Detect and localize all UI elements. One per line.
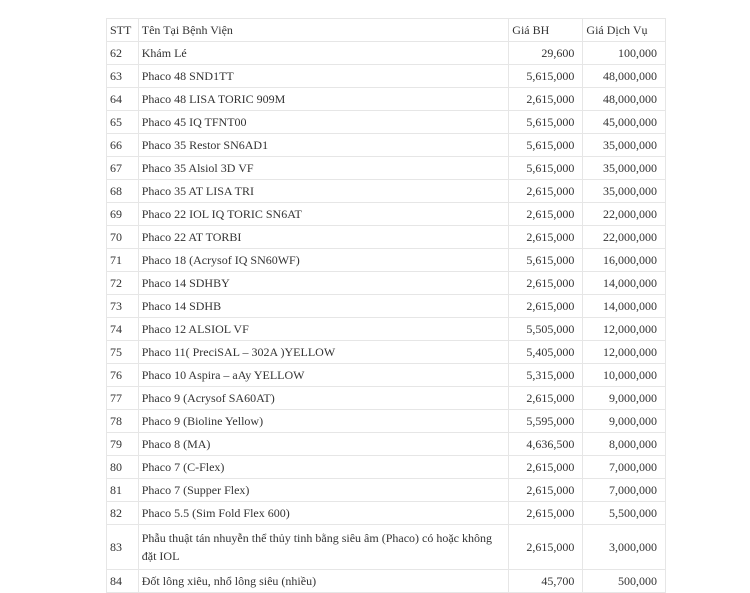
row-stt: 64 bbox=[107, 88, 139, 111]
row-hospital-name: Phaco 35 Restor SN6AD1 bbox=[138, 134, 509, 157]
row-stt: 65 bbox=[107, 111, 139, 134]
row-hospital-name: Phaco 9 (Bioline Yellow) bbox=[138, 410, 509, 433]
row-stt: 80 bbox=[107, 456, 139, 479]
row-stt: 63 bbox=[107, 65, 139, 88]
row-insurance-price: 5,315,000 bbox=[509, 364, 583, 387]
table-row bbox=[107, 249, 666, 272]
row-service-price: 48,000,000 bbox=[583, 65, 666, 88]
table-row bbox=[107, 364, 666, 387]
header-hospital-name: Tên Tại Bệnh Viện bbox=[138, 19, 509, 42]
row-stt: 79 bbox=[107, 433, 139, 456]
row-service-price: 16,000,000 bbox=[583, 249, 666, 272]
header-service-price: Giá Dịch Vụ bbox=[583, 19, 666, 42]
row-stt: 66 bbox=[107, 134, 139, 157]
row-hospital-name: Phaco 7 (C-Flex) bbox=[138, 456, 509, 479]
table-row bbox=[107, 525, 666, 570]
row-hospital-name: Phaco 9 (Acrysof SA60AT) bbox=[138, 387, 509, 410]
header-stt: STT bbox=[107, 19, 139, 42]
row-hospital-name: Phaco 11( PreciSAL – 302A )YELLOW bbox=[138, 341, 509, 364]
row-stt: 76 bbox=[107, 364, 139, 387]
row-service-price: 35,000,000 bbox=[583, 180, 666, 203]
row-insurance-price: 2,615,000 bbox=[509, 226, 583, 249]
table-body bbox=[107, 42, 666, 593]
row-insurance-price: 45,700 bbox=[509, 570, 583, 593]
row-service-price: 10,000,000 bbox=[583, 364, 666, 387]
row-service-price: 5,500,000 bbox=[583, 502, 666, 525]
row-insurance-price: 29,600 bbox=[509, 42, 583, 65]
table-row bbox=[107, 295, 666, 318]
table-row bbox=[107, 433, 666, 456]
row-stt: 62 bbox=[107, 42, 139, 65]
row-hospital-name: Phẫu thuật tán nhuyễn thể thủy tinh bằng siêu âm (Phaco) có hoặc không đặt IOL bbox=[138, 525, 509, 570]
row-insurance-price: 2,615,000 bbox=[509, 203, 583, 226]
row-hospital-name: Khám Lé bbox=[138, 42, 509, 65]
row-service-price: 14,000,000 bbox=[583, 272, 666, 295]
row-insurance-price: 2,615,000 bbox=[509, 88, 583, 111]
row-service-price: 35,000,000 bbox=[583, 157, 666, 180]
row-stt: 74 bbox=[107, 318, 139, 341]
row-service-price: 7,000,000 bbox=[583, 479, 666, 502]
row-hospital-name: Phaco 35 Alsiol 3D VF bbox=[138, 157, 509, 180]
row-insurance-price: 2,615,000 bbox=[509, 456, 583, 479]
row-insurance-price: 5,615,000 bbox=[509, 111, 583, 134]
row-service-price: 12,000,000 bbox=[583, 341, 666, 364]
table-row bbox=[107, 410, 666, 433]
table-row bbox=[107, 226, 666, 249]
row-stt: 75 bbox=[107, 341, 139, 364]
row-service-price: 9,000,000 bbox=[583, 410, 666, 433]
table-row bbox=[107, 387, 666, 410]
row-insurance-price: 5,405,000 bbox=[509, 341, 583, 364]
header-insurance-price: Giá BH bbox=[509, 19, 583, 42]
row-hospital-name: Phaco 10 Aspira – aAy YELLOW bbox=[138, 364, 509, 387]
row-service-price: 45,000,000 bbox=[583, 111, 666, 134]
row-service-price: 14,000,000 bbox=[583, 295, 666, 318]
row-insurance-price: 5,595,000 bbox=[509, 410, 583, 433]
row-insurance-price: 2,615,000 bbox=[509, 525, 583, 570]
row-service-price: 500,000 bbox=[583, 570, 666, 593]
row-hospital-name: Phaco 14 SDHBY bbox=[138, 272, 509, 295]
row-service-price: 22,000,000 bbox=[583, 203, 666, 226]
table-row bbox=[107, 157, 666, 180]
row-service-price: 100,000 bbox=[583, 42, 666, 65]
row-service-price: 7,000,000 bbox=[583, 456, 666, 479]
row-service-price: 3,000,000 bbox=[583, 525, 666, 570]
row-insurance-price: 2,615,000 bbox=[509, 180, 583, 203]
row-service-price: 9,000,000 bbox=[583, 387, 666, 410]
row-hospital-name: Phaco 35 AT LISA TRI bbox=[138, 180, 509, 203]
table-row bbox=[107, 479, 666, 502]
row-insurance-price: 5,615,000 bbox=[509, 157, 583, 180]
row-service-price: 35,000,000 bbox=[583, 134, 666, 157]
row-hospital-name: Phaco 18 (Acrysof IQ SN60WF) bbox=[138, 249, 509, 272]
row-insurance-price: 2,615,000 bbox=[509, 272, 583, 295]
row-stt: 71 bbox=[107, 249, 139, 272]
row-service-price: 48,000,000 bbox=[583, 88, 666, 111]
row-stt: 83 bbox=[107, 525, 139, 570]
row-hospital-name: Phaco 7 (Supper Flex) bbox=[138, 479, 509, 502]
table-row bbox=[107, 341, 666, 364]
row-hospital-name: Phaco 5.5 (Sim Fold Flex 600) bbox=[138, 502, 509, 525]
table-row bbox=[107, 65, 666, 88]
row-stt: 73 bbox=[107, 295, 139, 318]
row-insurance-price: 5,615,000 bbox=[509, 65, 583, 88]
row-hospital-name: Phaco 14 SDHB bbox=[138, 295, 509, 318]
row-insurance-price: 5,615,000 bbox=[509, 249, 583, 272]
row-stt: 77 bbox=[107, 387, 139, 410]
price-table bbox=[106, 18, 666, 593]
row-insurance-price: 2,615,000 bbox=[509, 387, 583, 410]
row-hospital-name: Đốt lông xiêu, nhổ lông siêu (nhiều) bbox=[138, 570, 509, 593]
row-stt: 81 bbox=[107, 479, 139, 502]
row-insurance-price: 5,615,000 bbox=[509, 134, 583, 157]
row-insurance-price: 2,615,000 bbox=[509, 502, 583, 525]
row-stt: 70 bbox=[107, 226, 139, 249]
row-service-price: 22,000,000 bbox=[583, 226, 666, 249]
table-row bbox=[107, 111, 666, 134]
row-service-price: 8,000,000 bbox=[583, 433, 666, 456]
table-row bbox=[107, 570, 666, 593]
table-header-row bbox=[107, 19, 666, 42]
table-row bbox=[107, 134, 666, 157]
row-hospital-name: Phaco 48 SND1TT bbox=[138, 65, 509, 88]
row-insurance-price: 4,636,500 bbox=[509, 433, 583, 456]
row-hospital-name: Phaco 22 IOL IQ TORIC SN6AT bbox=[138, 203, 509, 226]
row-hospital-name: Phaco 45 IQ TFNT00 bbox=[138, 111, 509, 134]
row-stt: 72 bbox=[107, 272, 139, 295]
table-row bbox=[107, 203, 666, 226]
table-row bbox=[107, 318, 666, 341]
row-hospital-name: Phaco 8 (MA) bbox=[138, 433, 509, 456]
table-row bbox=[107, 42, 666, 65]
row-stt: 68 bbox=[107, 180, 139, 203]
row-stt: 78 bbox=[107, 410, 139, 433]
row-service-price: 12,000,000 bbox=[583, 318, 666, 341]
row-insurance-price: 5,505,000 bbox=[509, 318, 583, 341]
row-insurance-price: 2,615,000 bbox=[509, 479, 583, 502]
price-table-container bbox=[106, 18, 666, 593]
row-stt: 69 bbox=[107, 203, 139, 226]
table-row bbox=[107, 88, 666, 111]
row-hospital-name: Phaco 12 ALSIOL VF bbox=[138, 318, 509, 341]
table-row bbox=[107, 272, 666, 295]
row-insurance-price: 2,615,000 bbox=[509, 295, 583, 318]
row-hospital-name: Phaco 22 AT TORBI bbox=[138, 226, 509, 249]
table-row bbox=[107, 456, 666, 479]
row-stt: 67 bbox=[107, 157, 139, 180]
table-row bbox=[107, 502, 666, 525]
row-stt: 84 bbox=[107, 570, 139, 593]
row-hospital-name: Phaco 48 LISA TORIC 909M bbox=[138, 88, 509, 111]
row-stt: 82 bbox=[107, 502, 139, 525]
table-row bbox=[107, 180, 666, 203]
